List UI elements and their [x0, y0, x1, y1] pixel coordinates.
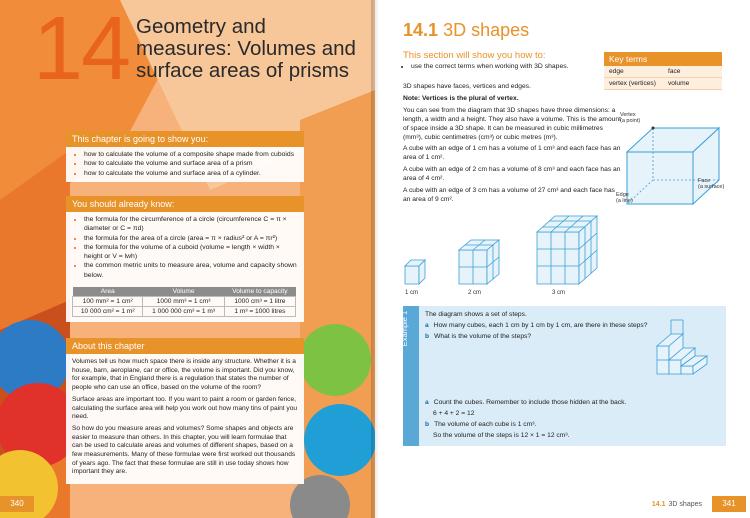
already-know-heading: You should already know: — [66, 196, 304, 212]
book-gutter — [371, 0, 379, 518]
chapter-title: Geometry and measures: Volumes and surface areas of prisms — [136, 15, 356, 82]
table-row — [73, 307, 296, 317]
already-know-list — [66, 212, 304, 284]
footer-section — [652, 501, 702, 508]
table-header: Volume — [143, 287, 224, 297]
example-question-b — [425, 332, 531, 341]
chapter-show-box — [66, 131, 304, 182]
example-question-a — [425, 321, 647, 330]
table-header: Volume to capacity — [224, 287, 295, 297]
example-answer-b — [425, 420, 536, 429]
list-item: • use the correct terms when working with 3D shapes. — [411, 63, 569, 70]
list-item: • how to calculate the volume and surface area of a cylinder. — [84, 169, 298, 178]
section-body — [403, 83, 621, 208]
metric-units-table — [72, 287, 296, 317]
cuboid-diagram — [623, 120, 733, 210]
paragraph: You can see from the diagram that 3D shapes have three dimensions: a length, a width and a height. They also have a volume. This is the amount of space inside a 3D shape. It can be measured in cubic millimetres (mm³), cubic centimetres (cm³) or cubic metres (m³). — [403, 106, 621, 141]
footer-section-title: 3D shapes — [668, 500, 702, 508]
section-number: 14.1 — [403, 20, 439, 40]
example-box — [400, 306, 726, 446]
already-know-box — [66, 196, 304, 322]
paragraph: Surface areas are important too. If you want to paint a room or garden fence, calculating the surface area will help you work out how many tins of paint you need. — [72, 395, 298, 421]
face-sub: (a surface) — [698, 184, 725, 190]
edge-label — [616, 192, 633, 204]
page-number-right: 341 — [712, 496, 746, 512]
key-terms-box — [604, 52, 722, 90]
table-cell: 100 mm² = 1 cm² — [73, 297, 143, 307]
question-text: How many cubes, each 1 cm by 1 cm by 1 cm, are there in these steps? — [433, 322, 648, 329]
right-page — [375, 0, 750, 518]
example-answer-b-result: So the volume of the steps is 12 × 1 = 12 cm³. — [433, 432, 570, 439]
chapter-show-list — [66, 147, 304, 182]
paragraph: 3D shapes have faces, vertices and edges. — [403, 83, 531, 90]
key-term: face — [668, 68, 681, 75]
edge-sub: (a line) — [616, 198, 633, 204]
section-title — [403, 20, 529, 41]
key-terms-row — [604, 78, 722, 90]
paragraph: A cube with an edge of 3 cm has a volume of 27 cm³ and each face has an area of 9 cm². — [403, 187, 615, 203]
section-show-heading: This section will show you how to: — [403, 50, 546, 61]
cubes-diagram — [403, 212, 613, 288]
cube-label-3cm: 3 cm — [552, 290, 566, 296]
question-text: What is the volume of the steps? — [434, 333, 532, 340]
cube-label-1cm: 1 cm — [405, 290, 419, 296]
list-item: • the formula for the circumference of a circle (circumference C = π × diameter or C = πd) — [84, 215, 298, 234]
key-terms-row — [604, 66, 722, 78]
answer-text: The volume of each cube is 1 cm³. — [434, 421, 537, 428]
table-cell: 1 000 000 cm³ = 1 m³ — [143, 307, 224, 317]
list-item: • how to calculate the volume and surface area of a prism — [84, 159, 298, 168]
paragraph: Volumes tell us how much space there is inside any structure. Whether it is a house, barn, aeroplane, car or office, the volume is important. Did you know, for example, that in England there is a regulation that states the number of people who can use an office, based on the volume of the room? — [72, 358, 296, 392]
key-term: volume — [668, 80, 690, 87]
table-row — [73, 297, 296, 307]
face-label — [698, 178, 724, 190]
question-label: b — [425, 333, 430, 340]
key-term: vertex (vertices) — [609, 80, 656, 87]
chapter-show-heading: This chapter is going to show you: — [66, 131, 304, 147]
face-text: Face — [698, 178, 711, 184]
about-chapter-body — [66, 354, 304, 484]
paragraph: A cube with an edge of 2 cm has a volume of 8 cm³ and each face has an area of 4 cm². — [403, 166, 621, 183]
table-cell: 1000 cm³ = 1 litre — [224, 297, 295, 307]
list-item: • the formula for the volume of a cuboid (volume = length × width × height or V = lwh) — [84, 243, 298, 262]
list-item: • the formula for the area of a circle (area = π × radius² or A = πr²) — [84, 234, 298, 243]
example-answer-a — [425, 398, 626, 407]
example-intro: The diagram shows a set of steps. — [425, 311, 527, 318]
vertex-label — [620, 112, 640, 124]
section-name: 3D shapes — [443, 20, 530, 40]
table-header: Area — [73, 287, 143, 297]
steps-diagram — [653, 310, 723, 380]
vertex-sub: (a point) — [620, 118, 641, 124]
list-item: • how to calculate the volume of a composite shape made from cuboids — [84, 150, 298, 159]
footer-section-number: 14.1 — [651, 500, 666, 508]
example-answer-a-sum: 6 + 4 + 2 = 12 — [433, 410, 475, 417]
paragraph: A cube with an edge of 1 cm has a volume of 1 cm³ and each face has an area of 1 cm². — [403, 145, 621, 162]
list-item: • the common metric units to measure area, volume and capacity shown below. — [84, 261, 298, 280]
answer-label: b — [425, 421, 430, 428]
paragraph: So how do you measure areas and volumes? Some shapes and objects are easier to measure than others. In this chapter, you will learn formulae that can be used to calculate areas and volumes of different shapes, based on a few measurements. Many of these formulae were first worked out thousands of years ago. The fact that these formulae are still in use today shows how important they are. — [72, 424, 296, 476]
cube-label-2cm: 2 cm — [468, 290, 482, 296]
key-terms-heading: Key terms — [604, 52, 722, 66]
about-chapter-box — [66, 338, 304, 484]
paragraph: Note: Vertices is the plural of vertex. — [403, 94, 519, 102]
example-tab — [400, 306, 419, 446]
answer-text: Count the cubes. Remember to include those hidden at the back. — [433, 399, 627, 406]
table-cell: 1 m³ = 1000 litres — [224, 307, 295, 317]
example-tab-label: Example 1 — [400, 310, 410, 347]
table-header-row — [73, 287, 296, 297]
answer-label: a — [425, 399, 429, 406]
key-term: edge — [609, 68, 624, 75]
section-show-list — [403, 63, 569, 70]
table-cell: 10 000 cm² = 1 m² — [73, 307, 143, 317]
page-number-left: 340 — [0, 496, 34, 512]
vertex-text: Vertex — [620, 112, 636, 118]
edge-text: Edge — [616, 192, 629, 198]
question-label: a — [425, 322, 429, 329]
table-cell: 1000 mm³ = 1 cm³ — [143, 297, 224, 307]
chapter-number: 14 — [33, 0, 130, 99]
about-chapter-heading: About this chapter — [66, 338, 304, 354]
footer-right — [652, 496, 746, 512]
